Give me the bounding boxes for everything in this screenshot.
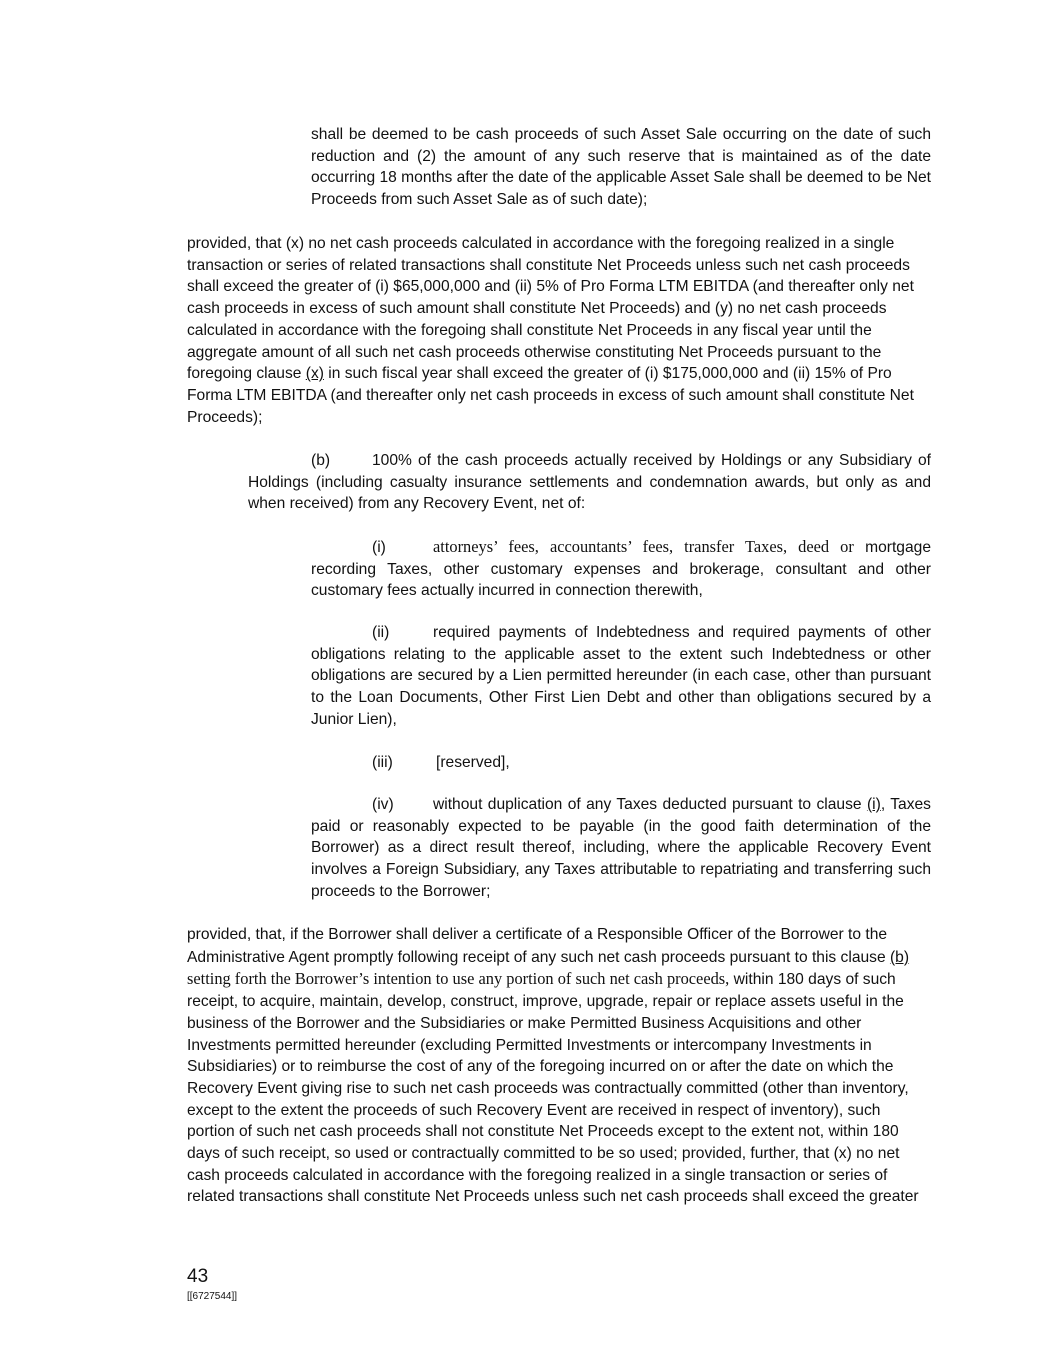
clause-b: [248, 450, 931, 515]
clause-number: (i): [372, 539, 386, 556]
clause-text: without duplication of any Taxes deducted pursuant to clause: [433, 796, 867, 813]
clause-number: (ii): [372, 624, 390, 641]
clause-number: (iii): [372, 754, 393, 771]
clause-text: required payments of Indebtedness and required payments of other obligations relating to the applicable asset to the extent such Indebtedness or other obligations are secured by a Lien permitted hereunder (in each case, other than pursuant to the Loan Documents, Other First Lien Debt and other than obligations secured by a Junior Lien),: [311, 624, 931, 728]
clause-text: 100% of the cash proceeds actually received by Holdings or any Subsidiary of Holdings (including casualty insurance settlements and condemnation awards, but only as and when received) from any Recovery Event, net of:: [248, 452, 931, 513]
clause-number: (iv): [372, 796, 394, 813]
clause-reference: (i): [866, 796, 881, 813]
clause-text: [reserved],: [436, 754, 510, 771]
paragraph-text: in such fiscal year shall exceed the greater of (i) $175,000,000 and (ii) 15% of Pro Forma LTM EBITDA (and thereafter only net cash proceeds in excess of such amount shall constitute Net Proceeds);: [187, 365, 914, 426]
clause-number: (b): [311, 452, 331, 469]
subclause-i: [311, 536, 931, 602]
clause-text-serif: attorneys’ fees, accountants’ fees, transfer Taxes, deed or: [433, 537, 854, 556]
paragraph-text: shall be deemed to be cash proceeds of such Asset Sale occurring on the date of such reduction and (2) the amount of any such reserve that is maintained as of the date occurring 18 months after the date of the applicable Asset Sale shall be deemed to be Net Proceeds from such Asset Sale as of such date);: [311, 126, 931, 209]
paragraph-text: provided, that, if the Borrower shall deliver a certificate of a Responsible Officer of the Borrower to the Administrative Agent promptly following receipt of any such net cash proceeds pursuant to this clause: [187, 926, 890, 966]
clause-reference: (x): [305, 365, 324, 383]
paragraph-text-serif: setting forth the Borrower’s intention to use any portion of such net cash proceeds,: [187, 969, 730, 989]
paragraph-continuation: [311, 124, 931, 211]
clause-text: mortgage recording Taxes, other customary expenses and brokerage, consultant and other customary fees actually incurred in connection therewith,: [311, 539, 931, 600]
subclause-iv: [311, 794, 931, 903]
subclause-iii: [311, 752, 931, 774]
subclause-ii: [311, 622, 931, 731]
paragraph-text: provided, that (x) no net cash proceeds calculated in accordance with the foregoing realized in a single transaction or series of related transactions shall constitute Net Proceeds unless such net cash proceeds shall exceed the greater of (i) $65,000,000 and (ii) 5% of Pro Forma LTM EBITDA (and thereafter only net cash proceeds in excess of such amount shall constitute Net Proceeds) and (y) no net cash proceeds calculated in accordance with the foregoing shall constitute Net Proceeds in any fiscal year until the aggregate amount of all such net cash proceeds otherwise constituting Net Proceeds pursuant to the foregoing clause: [187, 235, 914, 383]
paragraph-proviso-asset-sale: [187, 233, 932, 428]
document-id: [[6727544]]: [187, 1291, 238, 1302]
paragraph-proviso-recovery-event: [187, 924, 932, 1208]
clause-reference: (b): [889, 948, 910, 966]
page-number: 43: [187, 1266, 209, 1287]
clause-text: , Taxes paid or reasonably expected to be payable (in the good faith determination of the Borrower) as a direct result thereof, including, where the applicable Recovery Event involves a Foreign Subsidiary, any Taxes attributable to repatriating and transferring such proceeds to the Borrower;: [311, 796, 931, 900]
paragraph-text: within 180 days of such receipt, to acquire, maintain, develop, construct, improve, upgrade, repair or replace assets useful in the business of the Borrower and the Subsidiaries or make Permitted Business Acquisitions and other Investments permitted hereunder (excluding Permitted Investments or intercompany Investments in Subsidiaries) or to reimburse the cost of any of the foregoing incurred on or after the date on which the Recovery Event giving rise to such net cash proceeds was contractually committed (other than inventory, except to the extent the proceeds of such Recovery Event are received in respect of inventory), such portion of such net cash proceeds shall not constitute Net Proceeds except to the extent not, within 180 days of such receipt, so used or contractually committed to be so used; provided, further, that (x) no net cash proceeds calculated in accordance with the foregoing realized in a single transaction or series of related transactions shall constitute Net Proceeds unless such net cash proceeds shall exceed the greater: [187, 971, 919, 1206]
